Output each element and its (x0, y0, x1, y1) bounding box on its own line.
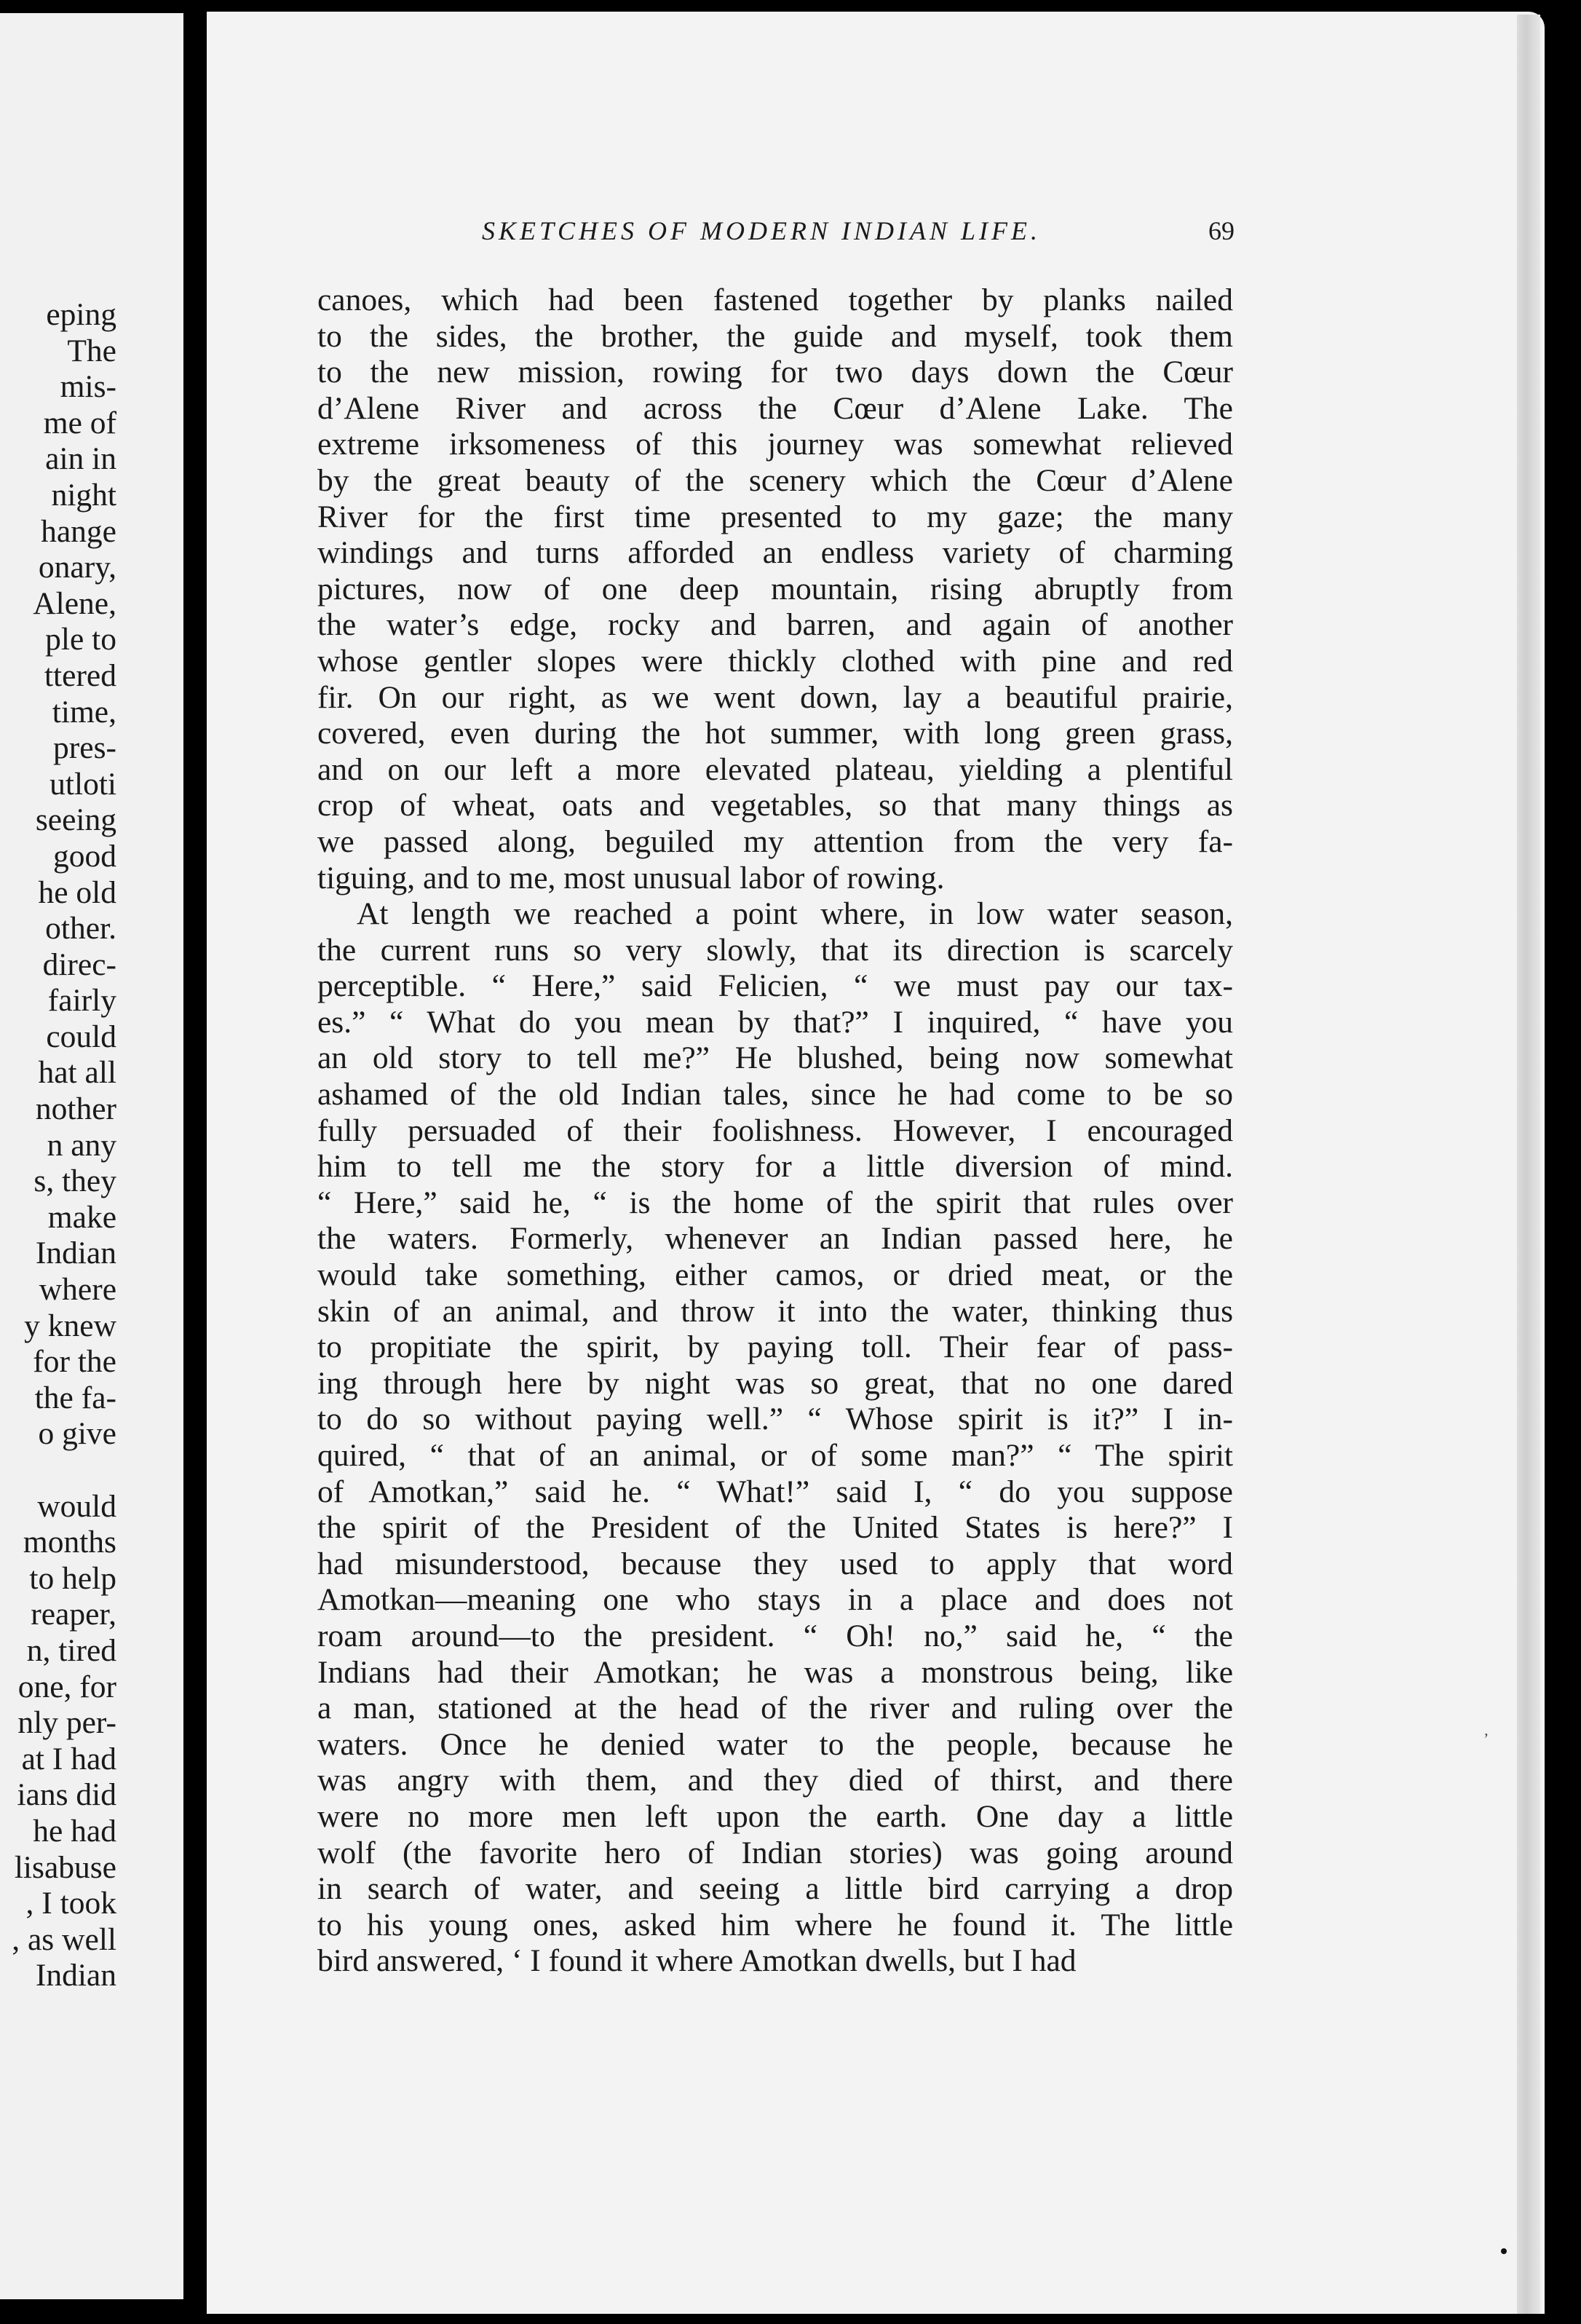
text-line: At length we reached a point where, in low water season, (357, 896, 1233, 932)
text-line: a man, stationed at the head of the river and ruling over the (317, 1691, 1233, 1726)
left-page (0, 13, 183, 2299)
left-page-line: onary, (38, 550, 116, 585)
text-line: the spirit of the President of the United States is here?” I (317, 1510, 1233, 1546)
running-head: SKETCHES OF MODERN INDIAN LIFE. (482, 216, 1041, 245)
left-page-line: fairly (47, 983, 116, 1019)
text-line: the current runs so very slowly, that its direction is scarcely (317, 932, 1233, 968)
text-line: River for the first time presented to my gaze; the many (317, 499, 1233, 534)
left-page-line: he had (33, 1813, 116, 1849)
text-line: es.” “ What do you mean by that?” I inquired, “ have you (317, 1004, 1233, 1040)
text-line: to the new mission, rowing for two days down the Cœur (317, 355, 1233, 390)
text-line: by the great beauty of the scenery which the Cœur d’Alene (317, 462, 1233, 498)
text-line: fully persuaded of their foolishness. However, I encouraged (317, 1112, 1233, 1148)
left-page-line: The (67, 333, 116, 368)
ink-speck (1501, 2248, 1507, 2254)
left-page-line: could (46, 1019, 116, 1054)
left-page-line: one, for (17, 1669, 116, 1704)
text-line: was angry with them, and they died of thirst, and there (317, 1763, 1233, 1798)
text-line: had misunderstood, because they used to apply that word (317, 1546, 1233, 1581)
left-page-line: n any (47, 1127, 116, 1163)
left-page-line (12, 1452, 116, 1489)
left-page-line: night (51, 477, 116, 513)
page-number: 69 (1208, 216, 1235, 245)
left-page-line: hat all (38, 1055, 116, 1091)
left-page-line: the fa- (34, 1380, 116, 1415)
left-page-line: for the (33, 1344, 116, 1380)
left-page-line: he old (38, 874, 116, 910)
text-line: tiguing, and to me, most unusual labor of rowing. (317, 860, 945, 896)
left-page-line: other. (45, 911, 116, 946)
text-line: we passed along, beguiled my attention from the very fa- (317, 823, 1233, 859)
text-line: were no more men left upon the earth. One day a little (317, 1798, 1233, 1834)
text-line: the waters. Formerly, whenever an Indian passed here, he (317, 1221, 1233, 1257)
left-page-line: ians did (17, 1777, 116, 1813)
left-page-line: , I took (25, 1886, 116, 1921)
left-page-line: where (39, 1272, 116, 1308)
left-page-line: nly per- (17, 1705, 116, 1741)
left-page-line: Indian (35, 1958, 116, 1993)
text-line: to do so without paying well.” “ Whose spirit is it?” I in- (317, 1402, 1233, 1437)
text-line: extreme irksomeness of this journey was somewhat relieved (317, 427, 1233, 462)
text-line: the water’s edge, rocky and barren, and again of another (317, 607, 1233, 643)
text-line: an old story to tell me?” He blushed, being now somewhat (317, 1040, 1233, 1076)
left-page-line: eping (46, 297, 116, 332)
left-page-line: mis- (60, 369, 116, 405)
text-line: “ Here,” said he, “ is the home of the spirit that rules over (317, 1185, 1233, 1220)
left-page-line: at I had (21, 1741, 116, 1776)
text-line: and on our left a more elevated plateau, yielding a plentiful (317, 751, 1233, 787)
left-page-line: o give (38, 1416, 116, 1452)
left-page-line: n, tired (26, 1632, 116, 1668)
left-page-line: nother (35, 1091, 116, 1127)
text-line: quired, “ that of an animal, or of some man?” “ The spirit (317, 1438, 1233, 1473)
text-line: Amotkan—meaning one who stays in a place and does not (317, 1582, 1233, 1618)
left-page-line: pres- (53, 730, 116, 766)
left-page-line: lisabuse (14, 1849, 116, 1885)
text-line: in search of water, and seeing a little bird carrying a drop (317, 1871, 1233, 1907)
text-line: waters. Once he denied water to the people, because he (317, 1726, 1233, 1762)
left-page-line: ttered (44, 657, 116, 693)
left-page-line: , as well (12, 1921, 116, 1957)
text-line: to his young ones, asked him where he found it. The little (317, 1907, 1233, 1942)
text-line: pictures, now of one deep mountain, rising abruptly from (317, 571, 1233, 606)
text-line: skin of an animal, and throw it into the water, thinking thus (317, 1293, 1233, 1329)
text-line: Indians had their Amotkan; he was a monstrous being, like (317, 1654, 1233, 1690)
margin-mark: ʼ (1483, 1730, 1489, 1748)
text-line: whose gentler slopes were thickly clothed with pine and red (317, 643, 1233, 679)
text-line: covered, even during the hot summer, with long green grass, (317, 716, 1233, 751)
left-page-line: Alene, (33, 585, 116, 621)
left-page-line: would (37, 1488, 116, 1524)
text-line: roam around—to the president. “ Oh! no,” said he, “ the (317, 1618, 1233, 1653)
left-page-line: good (53, 838, 116, 874)
left-page-line: Indian (35, 1236, 116, 1271)
text-line: of Amotkan,” said he. “ What!” said I, “ do you suppose (317, 1474, 1233, 1509)
text-line: fir. On our right, as we went down, lay a beautiful prairie, (317, 679, 1233, 715)
left-page-line: s, they (33, 1163, 116, 1199)
left-page-line: direc- (42, 946, 116, 982)
text-line: ashamed of the old Indian tales, since he had come to be so (317, 1077, 1233, 1112)
left-page-line: ain in (45, 441, 116, 477)
left-page-text-fragments (12, 297, 116, 1994)
text-line: windings and turns afforded an endless variety of charming (317, 535, 1233, 571)
text-line: canoes, which had been fastened together by planks nailed (317, 282, 1233, 317)
text-line: crop of wheat, oats and vegetables, so that many things as (317, 788, 1233, 823)
left-page-line: months (23, 1525, 116, 1560)
text-line: ing through here by night was so great, that no one dared (317, 1365, 1233, 1401)
left-page-line: utloti (49, 766, 116, 802)
left-page-line: me of (43, 405, 116, 440)
book-gutter (183, 0, 207, 2324)
left-page-line: seeing (35, 802, 116, 838)
text-line: to the sides, the brother, the guide and myself, took them (317, 318, 1233, 354)
text-line: bird answered, ‘ I found it where Amotkan dwells, but I had (317, 1943, 1077, 1979)
left-page-line: ple to (45, 622, 116, 657)
page-edge (1517, 15, 1540, 2314)
left-page-line: hange (41, 513, 116, 549)
text-line: perceptible. “ Here,” said Felicien, “ we must pay our tax- (317, 968, 1233, 1004)
text-line: to propitiate the spirit, by paying toll. Their fear of pass- (317, 1329, 1233, 1365)
text-line: would take something, either camos, or dried meat, or the (317, 1257, 1233, 1293)
left-page-line: to help (29, 1560, 116, 1596)
text-line: d’Alene River and across the Cœur d’Alene Lake. The (317, 390, 1233, 426)
text-line: wolf (the favorite hero of Indian stories) was going around (317, 1835, 1233, 1870)
left-page-line: time, (52, 694, 116, 730)
left-page-line: make (47, 1199, 116, 1235)
left-page-line: reaper, (31, 1597, 116, 1632)
text-line: him to tell me the story for a little diversion of mind. (317, 1149, 1233, 1185)
body-text (317, 282, 1233, 1980)
left-page-line: y knew (24, 1308, 116, 1343)
